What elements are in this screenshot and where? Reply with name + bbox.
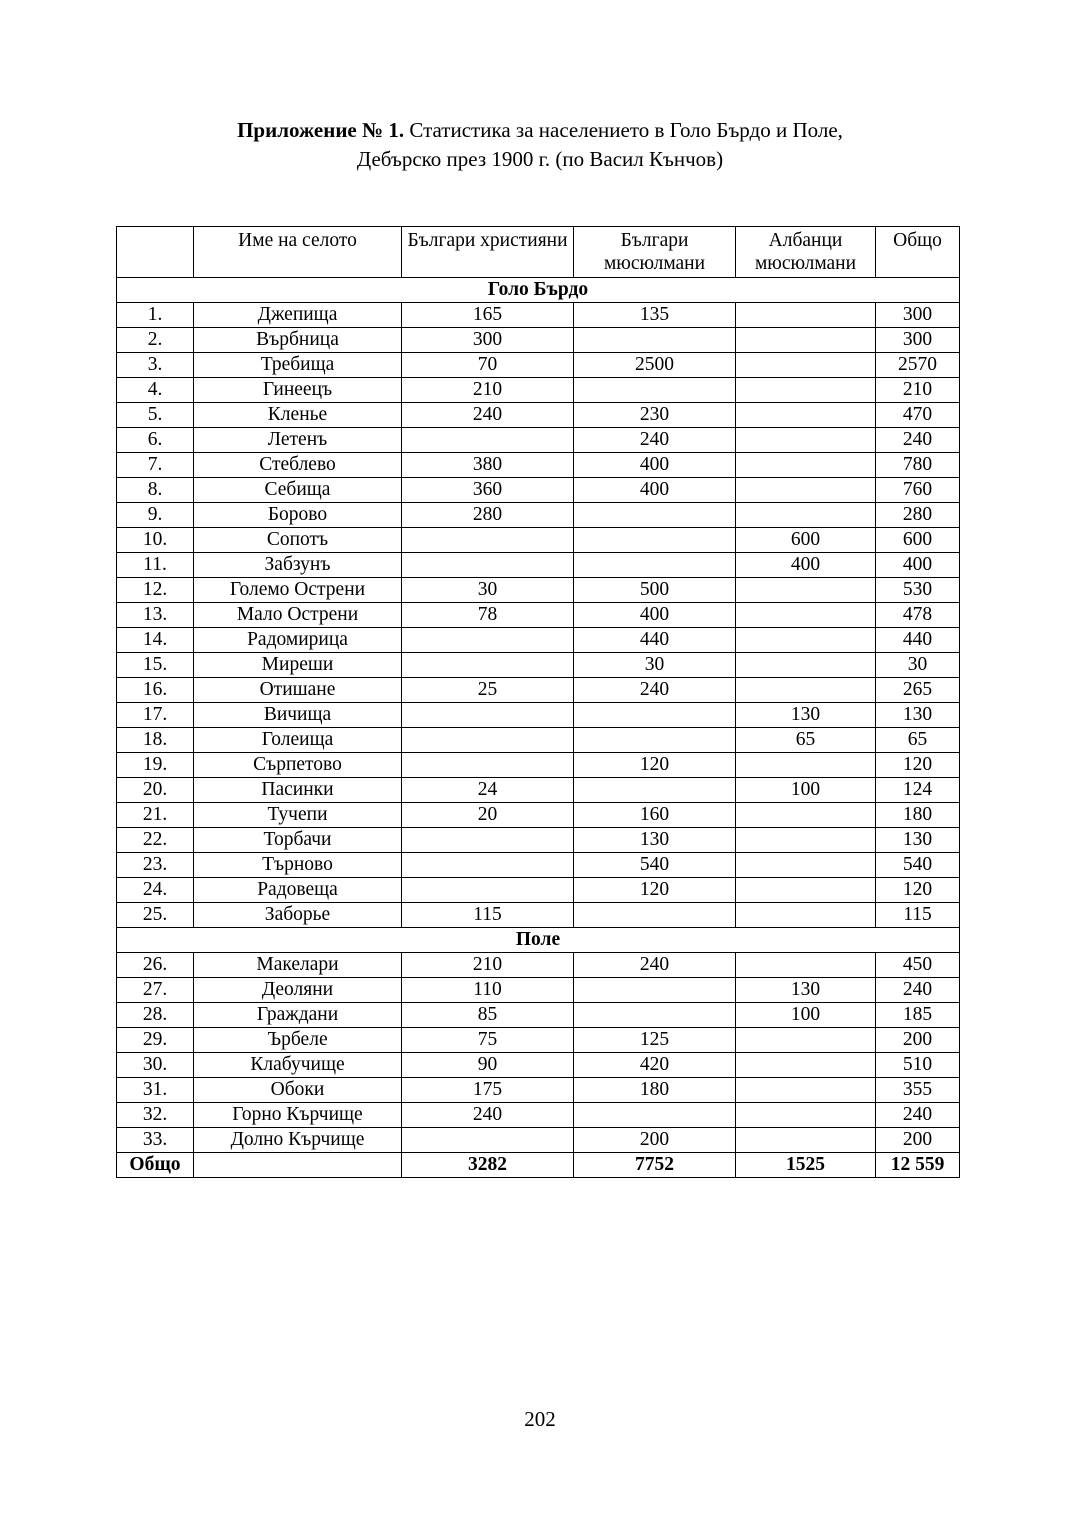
cell-albanian-muslims [736, 878, 876, 903]
cell-number: 6. [117, 428, 194, 453]
cell-bulgarian-christians: 78 [402, 603, 574, 628]
cell-number: 17. [117, 703, 194, 728]
cell-bulgarian-christians: 25 [402, 678, 574, 703]
table-row [117, 1078, 960, 1103]
cell-bulgarian-muslims: 400 [574, 603, 736, 628]
cell-number: 7. [117, 453, 194, 478]
cell-bulgarian-muslims: 240 [574, 953, 736, 978]
table-row [117, 528, 960, 553]
header-total: Общо [876, 227, 960, 278]
cell-total: 130 [876, 703, 960, 728]
cell-total: 600 [876, 528, 960, 553]
table-row [117, 303, 960, 328]
header-number [117, 227, 194, 278]
cell-total: 780 [876, 453, 960, 478]
cell-total: 355 [876, 1078, 960, 1103]
cell-total: 265 [876, 678, 960, 703]
cell-total: 115 [876, 903, 960, 928]
cell-bulgarian-muslims: 230 [574, 403, 736, 428]
cell-albanian-muslims [736, 503, 876, 528]
cell-total: 124 [876, 778, 960, 803]
section-row [117, 278, 960, 303]
cell-bulgarian-muslims [574, 378, 736, 403]
header-bulgarian-christians: Българи християни [402, 227, 574, 278]
cell-village-name: Ърбеле [194, 1028, 402, 1053]
header-albanian-muslims: Албанци мюсюлмани [736, 227, 876, 278]
cell-albanian-muslims [736, 753, 876, 778]
cell-number: 30. [117, 1053, 194, 1078]
cell-total: 440 [876, 628, 960, 653]
cell-bulgarian-muslims [574, 978, 736, 1003]
table-row [117, 403, 960, 428]
cell-village-name: Летенъ [194, 428, 402, 453]
cell-village-name: Радомирица [194, 628, 402, 653]
cell-village-name: Големо Острени [194, 578, 402, 603]
cell-bulgarian-christians: 175 [402, 1078, 574, 1103]
cell-albanian-muslims [736, 1028, 876, 1053]
cell-number: 32. [117, 1103, 194, 1128]
cell-albanian-muslims [736, 478, 876, 503]
cell-bulgarian-christians: 360 [402, 478, 574, 503]
table-row [117, 978, 960, 1003]
cell-bulgarian-christians [402, 853, 574, 878]
cell-bulgarian-muslims: 180 [574, 1078, 736, 1103]
cell-number: 16. [117, 678, 194, 703]
cell-albanian-muslims: 65 [736, 728, 876, 753]
cell-total: 470 [876, 403, 960, 428]
population-table [116, 226, 960, 1178]
cell-village-name: Голеища [194, 728, 402, 753]
cell-number: 3. [117, 353, 194, 378]
cell-total: 180 [876, 803, 960, 828]
cell-total: 240 [876, 1103, 960, 1128]
total-albanian-muslims: 1525 [736, 1153, 876, 1178]
cell-number: 10. [117, 528, 194, 553]
cell-village-name: Отишане [194, 678, 402, 703]
table-row [117, 703, 960, 728]
cell-bulgarian-muslims [574, 778, 736, 803]
table-row [117, 828, 960, 853]
total-label: Общо [117, 1153, 194, 1178]
cell-village-name: Требища [194, 353, 402, 378]
cell-albanian-muslims [736, 428, 876, 453]
page-number: 202 [524, 1407, 556, 1431]
cell-bulgarian-christians: 20 [402, 803, 574, 828]
cell-number: 28. [117, 1003, 194, 1028]
cell-number: 18. [117, 728, 194, 753]
cell-village-name: Мало Острени [194, 603, 402, 628]
total-total: 12 559 [876, 1153, 960, 1178]
cell-albanian-muslims [736, 803, 876, 828]
cell-bulgarian-muslims: 135 [574, 303, 736, 328]
cell-village-name: Себища [194, 478, 402, 503]
cell-bulgarian-muslims: 420 [574, 1053, 736, 1078]
header-bulgarian-muslims: Българи мюсюлмани [574, 227, 736, 278]
cell-village-name: Деоляни [194, 978, 402, 1003]
cell-bulgarian-muslims [574, 903, 736, 928]
cell-bulgarian-muslims: 160 [574, 803, 736, 828]
cell-bulgarian-christians: 300 [402, 328, 574, 353]
cell-albanian-muslims [736, 378, 876, 403]
cell-total: 510 [876, 1053, 960, 1078]
cell-bulgarian-muslims: 30 [574, 653, 736, 678]
cell-bulgarian-muslims [574, 728, 736, 753]
cell-bulgarian-christians: 90 [402, 1053, 574, 1078]
cell-village-name: Граждани [194, 1003, 402, 1028]
cell-bulgarian-christians: 210 [402, 953, 574, 978]
cell-total: 400 [876, 553, 960, 578]
cell-number: 8. [117, 478, 194, 503]
cell-bulgarian-muslims [574, 1003, 736, 1028]
cell-bulgarian-christians: 24 [402, 778, 574, 803]
cell-bulgarian-muslims: 440 [574, 628, 736, 653]
cell-village-name: Заборье [194, 903, 402, 928]
table-row [117, 778, 960, 803]
table-row [117, 878, 960, 903]
cell-albanian-muslims: 400 [736, 553, 876, 578]
cell-bulgarian-christians: 280 [402, 503, 574, 528]
cell-total: 240 [876, 978, 960, 1003]
cell-village-name: Обоки [194, 1078, 402, 1103]
table-row [117, 453, 960, 478]
cell-total: 120 [876, 753, 960, 778]
cell-bulgarian-christians [402, 703, 574, 728]
cell-bulgarian-muslims: 240 [574, 678, 736, 703]
cell-total: 300 [876, 328, 960, 353]
table-row [117, 428, 960, 453]
cell-number: 27. [117, 978, 194, 1003]
cell-total: 240 [876, 428, 960, 453]
cell-albanian-muslims [736, 328, 876, 353]
cell-total: 130 [876, 828, 960, 853]
cell-number: 25. [117, 903, 194, 928]
cell-village-name: Търново [194, 853, 402, 878]
cell-village-name: Забзунъ [194, 553, 402, 578]
cell-bulgarian-muslims: 240 [574, 428, 736, 453]
cell-total: 65 [876, 728, 960, 753]
cell-bulgarian-muslims: 120 [574, 878, 736, 903]
cell-village-name: Стеблево [194, 453, 402, 478]
table-row [117, 1103, 960, 1128]
cell-albanian-muslims [736, 678, 876, 703]
table-row [117, 328, 960, 353]
cell-total: 185 [876, 1003, 960, 1028]
cell-albanian-muslims [736, 403, 876, 428]
table-row [117, 553, 960, 578]
title-line-1 [0, 116, 1080, 145]
cell-number: 23. [117, 853, 194, 878]
cell-albanian-muslims [736, 953, 876, 978]
cell-village-name: Пасинки [194, 778, 402, 803]
cell-number: 22. [117, 828, 194, 853]
cell-bulgarian-christians: 70 [402, 353, 574, 378]
table-row [117, 378, 960, 403]
table-row [117, 903, 960, 928]
table-row [117, 353, 960, 378]
cell-albanian-muslims [736, 453, 876, 478]
cell-albanian-muslims [736, 603, 876, 628]
table-row [117, 503, 960, 528]
table-row [117, 578, 960, 603]
cell-albanian-muslims [736, 1078, 876, 1103]
table-row [117, 803, 960, 828]
table-row [117, 953, 960, 978]
cell-bulgarian-christians: 240 [402, 1103, 574, 1128]
cell-village-name: Гинеецъ [194, 378, 402, 403]
cell-bulgarian-muslims: 400 [574, 478, 736, 503]
cell-bulgarian-christians [402, 753, 574, 778]
cell-village-name: Радовеща [194, 878, 402, 903]
cell-number: 15. [117, 653, 194, 678]
cell-village-name: Върбница [194, 328, 402, 353]
cell-total: 540 [876, 853, 960, 878]
cell-number: 12. [117, 578, 194, 603]
cell-village-name: Клабучище [194, 1053, 402, 1078]
cell-bulgarian-christians: 380 [402, 453, 574, 478]
cell-albanian-muslims [736, 853, 876, 878]
cell-village-name: Борово [194, 503, 402, 528]
cell-total: 200 [876, 1128, 960, 1153]
section-title: Поле [117, 928, 960, 953]
cell-bulgarian-christians: 115 [402, 903, 574, 928]
cell-bulgarian-muslims: 400 [574, 453, 736, 478]
cell-bulgarian-christians [402, 728, 574, 753]
section-row [117, 928, 960, 953]
cell-village-name: Джепища [194, 303, 402, 328]
table-row [117, 628, 960, 653]
cell-bulgarian-muslims: 500 [574, 578, 736, 603]
cell-bulgarian-christians [402, 553, 574, 578]
table-row [117, 603, 960, 628]
cell-total: 30 [876, 653, 960, 678]
cell-number: 31. [117, 1078, 194, 1103]
cell-bulgarian-christians [402, 528, 574, 553]
cell-bulgarian-muslims [574, 703, 736, 728]
cell-bulgarian-christians: 210 [402, 378, 574, 403]
table-row [117, 1003, 960, 1028]
cell-albanian-muslims [736, 1128, 876, 1153]
cell-albanian-muslims [736, 578, 876, 603]
cell-bulgarian-christians: 30 [402, 578, 574, 603]
cell-number: 1. [117, 303, 194, 328]
cell-bulgarian-muslims: 125 [574, 1028, 736, 1053]
title-text-line-2: Дебърско през 1900 г. (по Васил Кънчов) [356, 147, 724, 171]
cell-albanian-muslims: 100 [736, 778, 876, 803]
cell-bulgarian-christians [402, 428, 574, 453]
cell-bulgarian-muslims [574, 503, 736, 528]
cell-village-name: Тучепи [194, 803, 402, 828]
total-bulgarian-muslims: 7752 [574, 1153, 736, 1178]
cell-village-name: Торбачи [194, 828, 402, 853]
cell-number: 19. [117, 753, 194, 778]
appendix-label: Приложение № 1. [237, 118, 405, 142]
cell-number: 33. [117, 1128, 194, 1153]
cell-bulgarian-christians [402, 1128, 574, 1153]
cell-village-name: Вичища [194, 703, 402, 728]
cell-number: 24. [117, 878, 194, 903]
cell-albanian-muslims [736, 828, 876, 853]
header-village-name: Име на селото [194, 227, 402, 278]
cell-albanian-muslims [736, 653, 876, 678]
cell-bulgarian-muslims [574, 328, 736, 353]
cell-albanian-muslims [736, 1053, 876, 1078]
cell-village-name: Миреши [194, 653, 402, 678]
cell-number: 9. [117, 503, 194, 528]
cell-number: 26. [117, 953, 194, 978]
table-row [117, 653, 960, 678]
cell-number: 20. [117, 778, 194, 803]
cell-village-name: Горно Кърчище [194, 1103, 402, 1128]
cell-bulgarian-muslims: 120 [574, 753, 736, 778]
table-row [117, 1128, 960, 1153]
cell-bulgarian-christians: 75 [402, 1028, 574, 1053]
cell-village-name: Сърпетово [194, 753, 402, 778]
cell-number: 5. [117, 403, 194, 428]
total-village-name [194, 1153, 402, 1178]
cell-bulgarian-muslims [574, 1103, 736, 1128]
cell-albanian-muslims [736, 1103, 876, 1128]
cell-bulgarian-christians: 110 [402, 978, 574, 1003]
cell-bulgarian-christians [402, 628, 574, 653]
cell-bulgarian-muslims [574, 553, 736, 578]
total-bulgarian-christians: 3282 [402, 1153, 574, 1178]
cell-albanian-muslims [736, 903, 876, 928]
cell-bulgarian-muslims: 540 [574, 853, 736, 878]
table-row [117, 678, 960, 703]
cell-number: 21. [117, 803, 194, 828]
cell-number: 13. [117, 603, 194, 628]
cell-bulgarian-christians [402, 653, 574, 678]
cell-total: 450 [876, 953, 960, 978]
table-row [117, 1053, 960, 1078]
cell-village-name: Макелари [194, 953, 402, 978]
table-body [117, 227, 960, 1178]
cell-albanian-muslims [736, 353, 876, 378]
cell-village-name: Кленье [194, 403, 402, 428]
cell-total: 210 [876, 378, 960, 403]
cell-total: 478 [876, 603, 960, 628]
cell-number: 29. [117, 1028, 194, 1053]
page-title [0, 116, 1080, 174]
cell-total: 120 [876, 878, 960, 903]
cell-bulgarian-muslims: 2500 [574, 353, 736, 378]
cell-total: 760 [876, 478, 960, 503]
cell-number: 14. [117, 628, 194, 653]
cell-bulgarian-muslims: 200 [574, 1128, 736, 1153]
total-row [117, 1153, 960, 1178]
cell-total: 2570 [876, 353, 960, 378]
cell-albanian-muslims: 130 [736, 978, 876, 1003]
table-row [117, 853, 960, 878]
title-text-line-1: Статистика за населението в Голо Бърдо и Поле, [404, 118, 843, 142]
table-header-row [117, 227, 960, 278]
cell-albanian-muslims: 100 [736, 1003, 876, 1028]
cell-total: 200 [876, 1028, 960, 1053]
table-row [117, 728, 960, 753]
table-row [117, 478, 960, 503]
table-row [117, 753, 960, 778]
table-row [117, 1028, 960, 1053]
cell-bulgarian-christians: 85 [402, 1003, 574, 1028]
section-title: Голо Бърдо [117, 278, 960, 303]
cell-bulgarian-muslims [574, 528, 736, 553]
cell-total: 300 [876, 303, 960, 328]
cell-albanian-muslims: 600 [736, 528, 876, 553]
cell-village-name: Долно Кърчище [194, 1128, 402, 1153]
cell-village-name: Сопотъ [194, 528, 402, 553]
cell-bulgarian-christians [402, 878, 574, 903]
cell-number: 2. [117, 328, 194, 353]
cell-bulgarian-muslims: 130 [574, 828, 736, 853]
cell-number: 11. [117, 553, 194, 578]
cell-total: 530 [876, 578, 960, 603]
cell-total: 280 [876, 503, 960, 528]
cell-number: 4. [117, 378, 194, 403]
cell-albanian-muslims [736, 303, 876, 328]
cell-bulgarian-christians: 240 [402, 403, 574, 428]
cell-bulgarian-christians: 165 [402, 303, 574, 328]
cell-bulgarian-christians [402, 828, 574, 853]
cell-albanian-muslims: 130 [736, 703, 876, 728]
cell-albanian-muslims [736, 628, 876, 653]
